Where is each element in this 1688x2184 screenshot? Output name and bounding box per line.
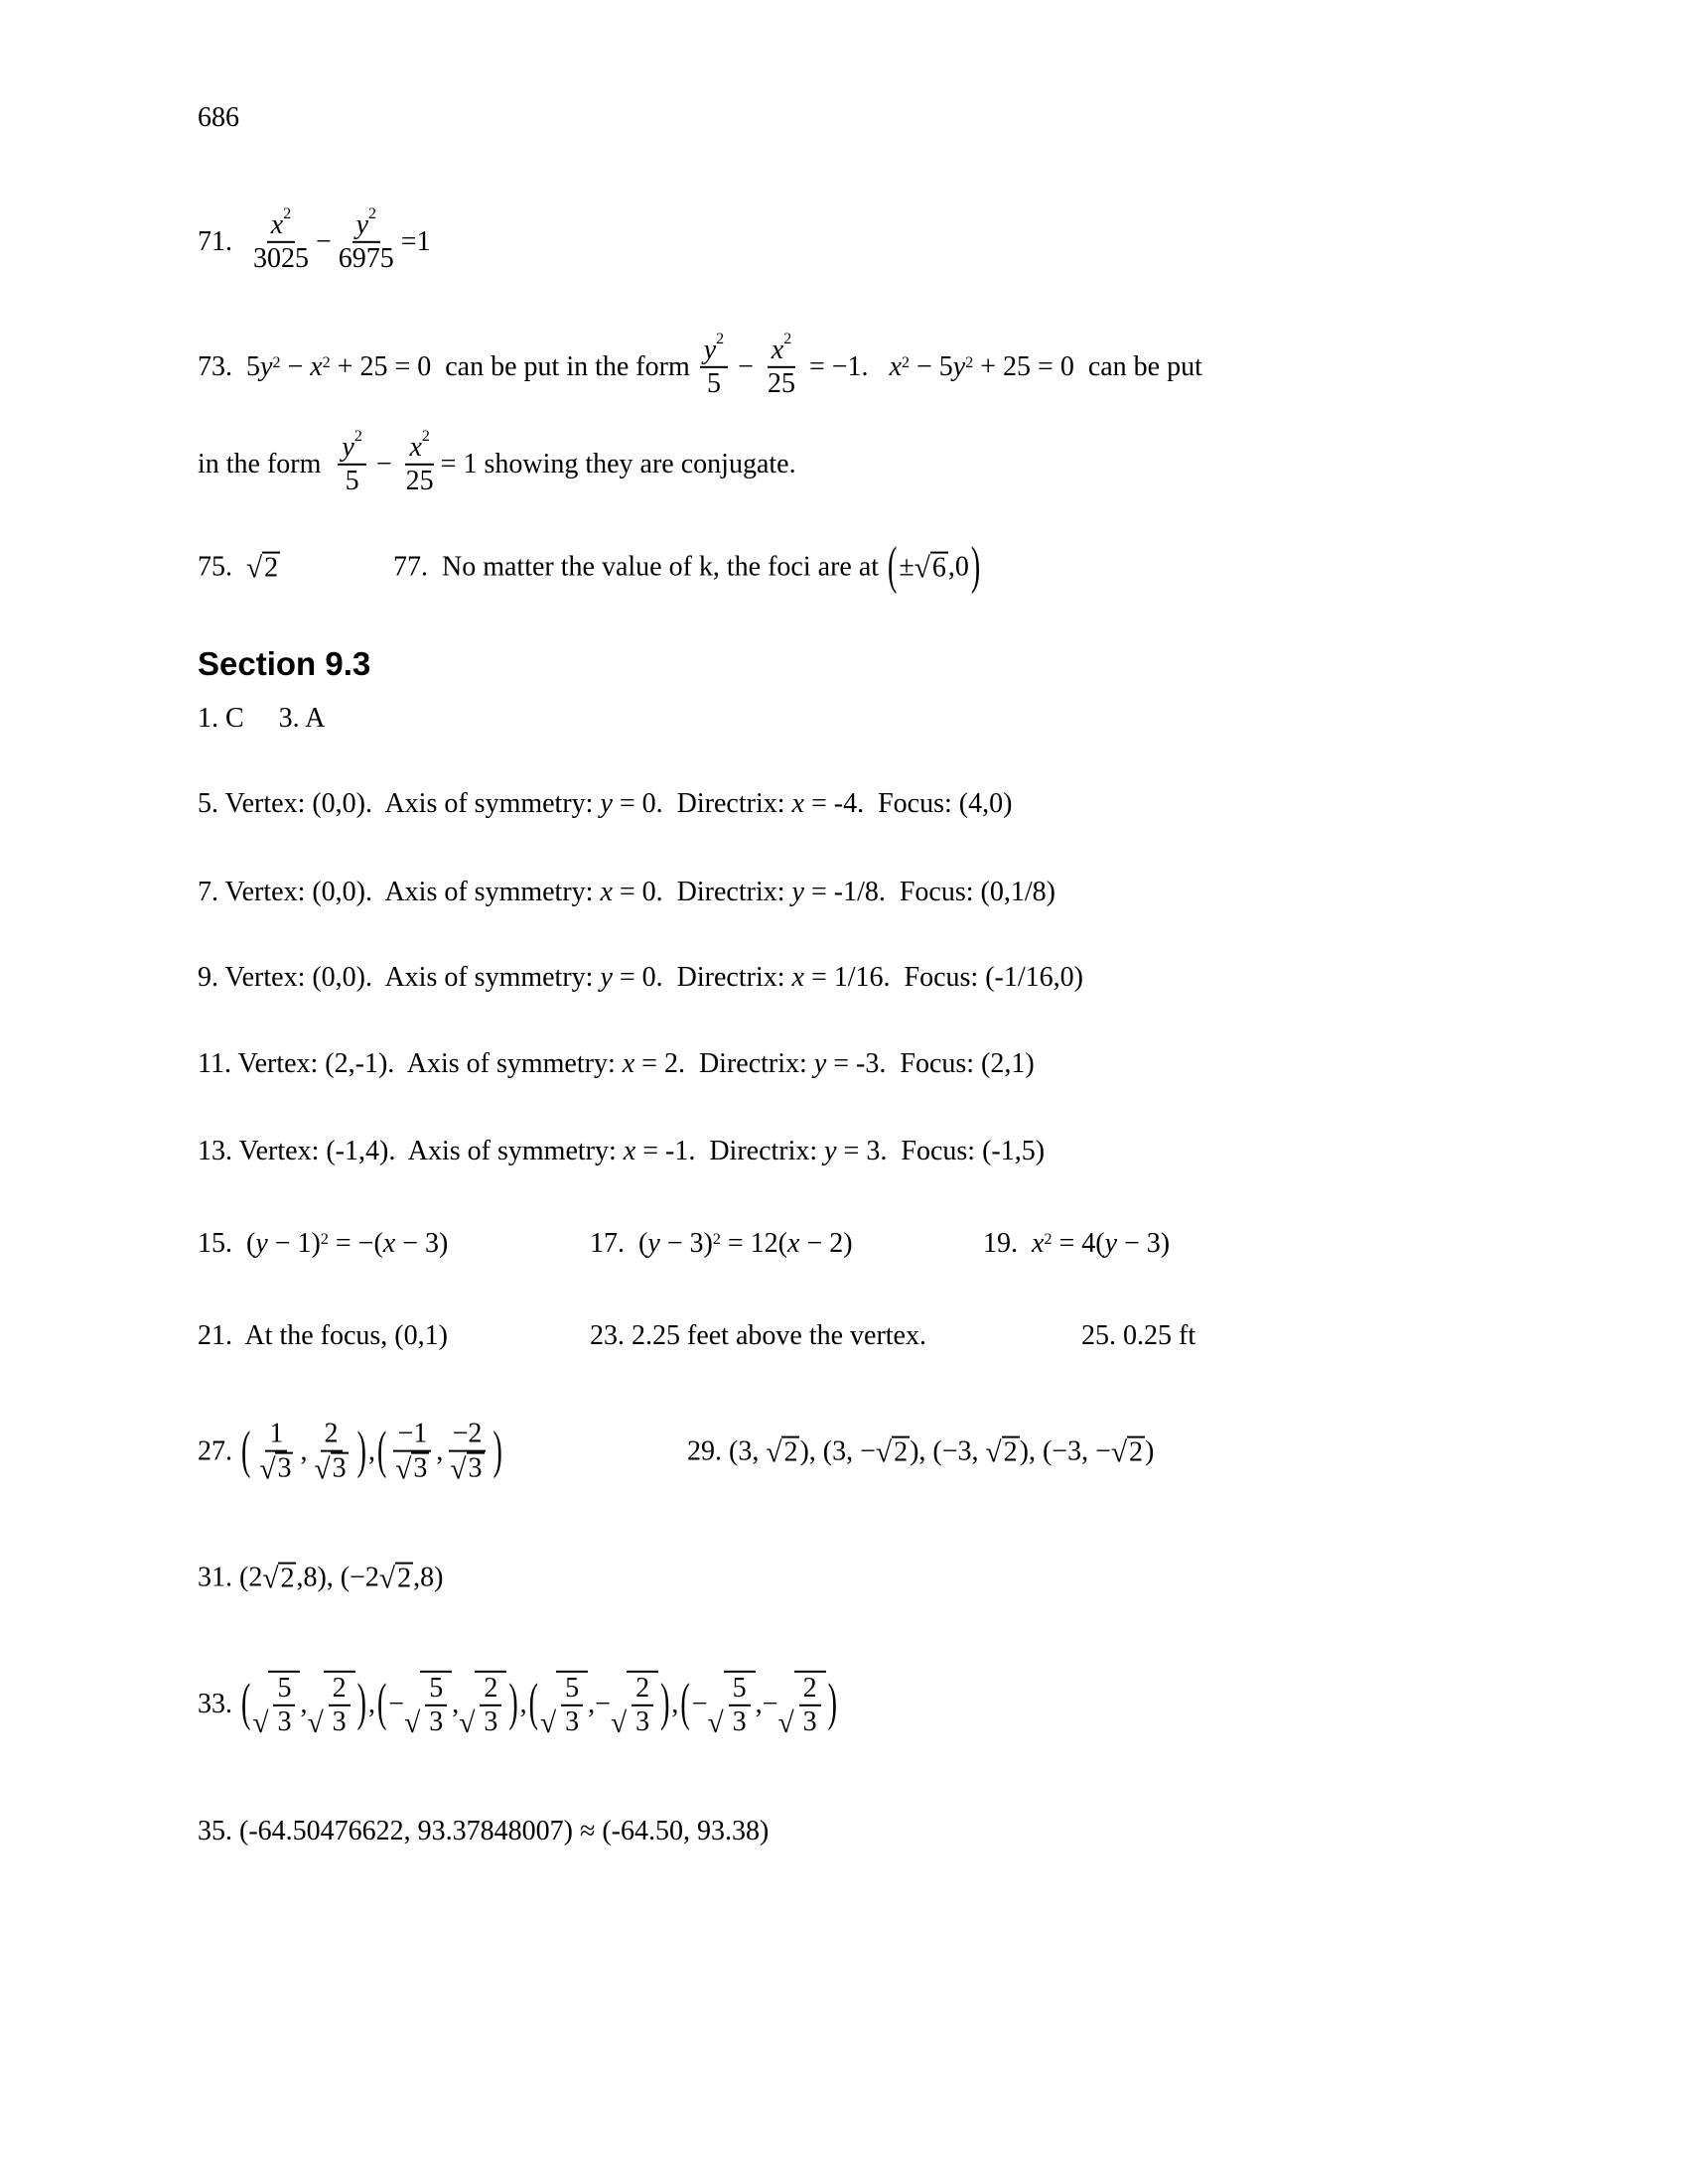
math-exponent: 2 bbox=[421, 427, 430, 445]
fraction bbox=[480, 1673, 501, 1738]
math-parenthesis: ( bbox=[376, 1422, 387, 1481]
math-text: 2 bbox=[324, 1418, 339, 1449]
answer-11 bbox=[198, 1048, 1035, 1080]
math-text: , bbox=[300, 1435, 308, 1467]
answer-73 bbox=[198, 330, 1202, 400]
math-text: 29. (3, bbox=[687, 1435, 767, 1467]
denominator bbox=[342, 466, 363, 497]
math-variable: y bbox=[647, 1228, 660, 1259]
answer-75 bbox=[198, 552, 280, 585]
math-text: 2 bbox=[484, 1672, 498, 1704]
math-text: − bbox=[368, 449, 399, 479]
math-variable: y bbox=[791, 877, 804, 907]
numerator bbox=[632, 1673, 653, 1706]
math-text: 25 bbox=[767, 368, 795, 399]
radicand bbox=[724, 1671, 756, 1738]
math-variable: y bbox=[600, 788, 613, 819]
fraction bbox=[402, 427, 438, 497]
math-text: in the form bbox=[198, 449, 336, 479]
numerator bbox=[352, 205, 380, 243]
radical-sign-icon: √ bbox=[707, 1706, 724, 1739]
math-text: 2 bbox=[802, 1672, 817, 1704]
math-text: 3 bbox=[802, 1706, 817, 1737]
math-variable: y bbox=[600, 962, 613, 993]
square-root bbox=[252, 1671, 300, 1738]
math-text: 5 bbox=[429, 1672, 444, 1704]
radical-sign-icon: √ bbox=[378, 1563, 396, 1595]
math-text: , bbox=[436, 1435, 444, 1467]
denominator bbox=[446, 1452, 488, 1487]
radicand bbox=[331, 1452, 349, 1485]
math-text: = -1. Directrix: bbox=[635, 1136, 825, 1166]
math-text: 3 bbox=[332, 1706, 347, 1737]
math-text: 27. bbox=[198, 1435, 239, 1467]
fraction bbox=[249, 205, 313, 275]
denominator bbox=[329, 1706, 351, 1738]
math-text: = -1/8. Focus: (0,1/8) bbox=[803, 877, 1055, 907]
math-text: 5 bbox=[706, 368, 721, 399]
math-exponent: 2 bbox=[902, 354, 910, 371]
math-parenthesis: ( bbox=[241, 1674, 251, 1733]
math-parenthesis: ( bbox=[680, 1674, 690, 1733]
math-text: = 0. Directrix: bbox=[612, 962, 792, 993]
math-variable: y bbox=[1104, 1228, 1117, 1259]
fraction bbox=[335, 205, 398, 275]
math-text: = −1. bbox=[801, 351, 890, 382]
radicand bbox=[324, 1671, 355, 1738]
math-text: 3 bbox=[429, 1706, 444, 1737]
math-text: ), (−3, bbox=[910, 1435, 986, 1467]
denominator bbox=[391, 1452, 433, 1487]
math-text: = 4( bbox=[1052, 1228, 1105, 1259]
math-parenthesis: ) bbox=[492, 1422, 502, 1481]
math-text: − 5 bbox=[910, 351, 953, 382]
radicand bbox=[556, 1671, 588, 1738]
square-root bbox=[262, 1563, 296, 1595]
math-text: = 3. Focus: (-1,5) bbox=[836, 1136, 1046, 1166]
math-variable: y bbox=[703, 334, 717, 365]
answer-25 bbox=[1081, 1320, 1196, 1352]
fraction bbox=[446, 1419, 488, 1487]
math-text: 2 bbox=[783, 1436, 798, 1468]
radical-sign-icon: √ bbox=[450, 1453, 467, 1486]
numerator bbox=[449, 1419, 487, 1452]
math-variable: y bbox=[355, 208, 369, 240]
fraction bbox=[561, 1673, 583, 1738]
denominator bbox=[561, 1706, 583, 1738]
answer-17 bbox=[590, 1228, 853, 1260]
math-text: 75. bbox=[198, 551, 246, 583]
radical-sign-icon: √ bbox=[252, 1706, 269, 1739]
radical-sign-icon: √ bbox=[246, 552, 263, 585]
radical-sign-icon: √ bbox=[875, 1436, 893, 1469]
radicand bbox=[395, 1563, 413, 1595]
math-text: 2 bbox=[1003, 1436, 1018, 1468]
math-text: 1 bbox=[269, 1418, 284, 1449]
numerator bbox=[405, 427, 433, 466]
square-root bbox=[611, 1671, 658, 1738]
math-parenthesis: ( bbox=[528, 1674, 538, 1733]
math-text: 6975 bbox=[338, 243, 394, 274]
math-text: 3 bbox=[635, 1706, 650, 1737]
radicand bbox=[892, 1436, 910, 1469]
math-parenthesis: ( bbox=[376, 1674, 387, 1733]
math-parenthesis: ) bbox=[508, 1674, 518, 1733]
math-text: −1 bbox=[397, 1418, 428, 1449]
math-variable: y bbox=[260, 351, 273, 382]
math-text: − bbox=[731, 351, 761, 382]
math-text: + 25 = 0 can be put in the form bbox=[330, 351, 697, 382]
radicand bbox=[467, 1452, 485, 1485]
radicand bbox=[930, 552, 948, 585]
numerator bbox=[329, 1673, 351, 1706]
math-text: ,0 bbox=[947, 551, 969, 583]
math-text: 2 bbox=[1129, 1436, 1144, 1468]
section-heading: Section 9.3 bbox=[198, 645, 371, 682]
math-text: =1 bbox=[400, 226, 431, 257]
math-parenthesis: ) bbox=[827, 1674, 837, 1733]
math-text: − 3) bbox=[1117, 1228, 1171, 1259]
numerator bbox=[729, 1673, 751, 1706]
math-exponent: 2 bbox=[783, 330, 792, 347]
square-root bbox=[540, 1671, 588, 1738]
fraction bbox=[255, 1419, 297, 1487]
radical-sign-icon: √ bbox=[777, 1706, 794, 1739]
math-variable: x bbox=[787, 1228, 800, 1259]
math-parenthesis: ( bbox=[241, 1422, 251, 1481]
fraction bbox=[310, 1419, 352, 1487]
radical-sign-icon: √ bbox=[914, 552, 930, 585]
math-text: ), (−3, − bbox=[1019, 1435, 1111, 1467]
math-exponent: 2 bbox=[272, 354, 281, 371]
math-text: ), (3, − bbox=[799, 1435, 876, 1467]
math-variable: x bbox=[623, 1136, 636, 1166]
math-text: 2 bbox=[635, 1672, 650, 1704]
math-text: 3 bbox=[468, 1452, 483, 1484]
square-root bbox=[404, 1671, 452, 1738]
radicand bbox=[278, 1563, 296, 1595]
denominator bbox=[402, 466, 438, 497]
square-root bbox=[766, 1436, 799, 1469]
radical-sign-icon: √ bbox=[540, 1706, 557, 1739]
denominator bbox=[273, 1706, 295, 1738]
denominator bbox=[480, 1706, 501, 1738]
math-text: = -4. Focus: (4,0) bbox=[803, 788, 1013, 819]
math-text: + 25 = 0 can be put bbox=[973, 351, 1202, 382]
answer-29 bbox=[687, 1436, 1154, 1469]
math-text: , bbox=[452, 1689, 460, 1719]
math-text: , bbox=[671, 1689, 679, 1719]
math-text: 5 bbox=[345, 466, 359, 496]
math-text: 25 bbox=[405, 466, 434, 496]
math-text: − 2) bbox=[799, 1228, 853, 1259]
math-text: 2 bbox=[264, 552, 279, 584]
square-root bbox=[450, 1452, 484, 1485]
numerator bbox=[799, 1673, 821, 1706]
math-text: 2 bbox=[280, 1563, 295, 1594]
numerator bbox=[267, 205, 295, 243]
math-parenthesis: ) bbox=[356, 1422, 366, 1481]
radical-sign-icon: √ bbox=[766, 1436, 782, 1469]
math-variable: x bbox=[889, 351, 902, 382]
square-root bbox=[914, 552, 948, 585]
radicand bbox=[268, 1671, 300, 1738]
math-text: 13. Vertex: (-1,4). Axis of symmetry: bbox=[198, 1136, 624, 1166]
math-variable: x bbox=[382, 1228, 396, 1259]
answer-35 bbox=[198, 1816, 769, 1847]
math-text: 19. bbox=[983, 1228, 1032, 1259]
math-text: 3 bbox=[413, 1452, 428, 1484]
answer-9 bbox=[198, 962, 1083, 994]
math-text: 5 bbox=[565, 1672, 580, 1704]
math-exponent: 2 bbox=[1044, 1231, 1053, 1248]
math-variable: y bbox=[952, 351, 966, 382]
answer-23 bbox=[590, 1320, 926, 1352]
math-text: , bbox=[367, 1435, 375, 1467]
fraction bbox=[425, 1673, 447, 1738]
math-text: 31. (2 bbox=[198, 1562, 263, 1593]
math-text: 73. 5 bbox=[198, 351, 260, 382]
math-text: , bbox=[300, 1689, 308, 1719]
math-text: 11. Vertex: (2,-1). Axis of symmetry: bbox=[198, 1048, 623, 1079]
math-variable: x bbox=[791, 788, 804, 819]
square-root bbox=[708, 1671, 756, 1738]
math-parenthesis: ) bbox=[970, 537, 981, 597]
math-text: , bbox=[519, 1689, 527, 1719]
math-text: 2 bbox=[332, 1672, 347, 1704]
answer-15 bbox=[198, 1228, 448, 1260]
math-text: 15. ( bbox=[198, 1228, 256, 1259]
math-text: 23. 2.25 feet above the vertex. bbox=[590, 1320, 926, 1351]
numerator bbox=[321, 1419, 343, 1452]
math-text: 71. bbox=[198, 226, 246, 257]
fraction bbox=[632, 1673, 653, 1738]
math-text: − 3) bbox=[395, 1228, 449, 1259]
math-text: −2 bbox=[452, 1418, 483, 1449]
math-exponent: 2 bbox=[320, 1231, 329, 1248]
math-text: = 12( bbox=[720, 1228, 788, 1259]
radical-sign-icon: √ bbox=[262, 1563, 279, 1595]
radical-sign-icon: √ bbox=[259, 1453, 276, 1486]
math-exponent: 2 bbox=[712, 1231, 721, 1248]
math-variable: y bbox=[824, 1136, 837, 1166]
fraction bbox=[329, 1673, 351, 1738]
math-text: 3 bbox=[484, 1706, 498, 1737]
numerator bbox=[768, 330, 795, 368]
math-text: 21. At the focus, (0,1) bbox=[198, 1320, 448, 1351]
math-text: = -3. Focus: (2,1) bbox=[826, 1048, 1035, 1079]
radicand bbox=[627, 1671, 658, 1738]
radical-sign-icon: √ bbox=[610, 1706, 628, 1739]
math-text: − bbox=[316, 226, 332, 257]
radical-sign-icon: √ bbox=[1110, 1436, 1128, 1469]
denominator bbox=[335, 243, 398, 275]
math-text: − bbox=[280, 351, 311, 382]
math-variable: y bbox=[342, 431, 354, 463]
math-text: 3 bbox=[332, 1452, 347, 1484]
math-text: 5 bbox=[277, 1672, 292, 1704]
math-text: = 1/16. Focus: (-1/16,0) bbox=[803, 962, 1083, 993]
radicand bbox=[275, 1452, 293, 1485]
math-exponent: 2 bbox=[322, 354, 331, 371]
denominator bbox=[425, 1706, 447, 1738]
numerator bbox=[561, 1673, 583, 1706]
radicand bbox=[475, 1671, 506, 1738]
radical-sign-icon: √ bbox=[395, 1453, 412, 1486]
fraction bbox=[729, 1673, 751, 1738]
answer-27 bbox=[198, 1419, 504, 1487]
math-exponent: 2 bbox=[283, 205, 292, 222]
denominator bbox=[310, 1452, 352, 1487]
answers-1-3 bbox=[198, 703, 325, 735]
page-number: 686 bbox=[198, 102, 239, 133]
answer-13 bbox=[198, 1136, 1045, 1167]
math-text: 3 bbox=[277, 1452, 292, 1484]
math-text: = 2. Directrix: bbox=[634, 1048, 814, 1079]
math-text: 1. C 3. A bbox=[198, 703, 326, 734]
math-text: − bbox=[691, 1689, 708, 1719]
answer-7 bbox=[198, 877, 1055, 908]
math-text: = 0. Directrix: bbox=[612, 788, 792, 819]
math-text: 3 bbox=[565, 1706, 580, 1737]
radical-sign-icon: √ bbox=[307, 1706, 324, 1739]
numerator bbox=[393, 1419, 431, 1452]
math-variable: y bbox=[813, 1048, 827, 1079]
radicand bbox=[420, 1671, 452, 1738]
answer-5 bbox=[198, 788, 1012, 820]
math-parenthesis: ( bbox=[888, 537, 898, 597]
radical-sign-icon: √ bbox=[459, 1706, 476, 1739]
denominator bbox=[799, 1706, 821, 1738]
radicand bbox=[794, 1671, 826, 1738]
math-text: 35. (-64.50476622, 93.37848007) ≈ (-64.50, 93.38) bbox=[198, 1816, 770, 1846]
denominator bbox=[729, 1706, 751, 1738]
radical-sign-icon: √ bbox=[404, 1706, 421, 1739]
math-text: ,8), (−2 bbox=[296, 1562, 379, 1593]
denominator bbox=[703, 368, 725, 400]
square-root bbox=[876, 1436, 910, 1469]
math-text: 7. Vertex: (0,0). Axis of symmetry: bbox=[198, 877, 601, 907]
math-variable: x bbox=[1032, 1228, 1045, 1259]
answer-73-continued bbox=[198, 427, 796, 497]
square-root bbox=[459, 1671, 506, 1738]
denominator bbox=[249, 243, 313, 275]
answer-33 bbox=[198, 1671, 839, 1738]
square-root bbox=[986, 1436, 1020, 1469]
answer-31 bbox=[198, 1563, 443, 1595]
math-text: 3025 bbox=[253, 243, 309, 274]
math-text: 5. Vertex: (0,0). Axis of symmetry: bbox=[198, 788, 601, 819]
math-variable: x bbox=[622, 1048, 635, 1079]
math-text: ,− bbox=[755, 1689, 778, 1719]
denominator bbox=[255, 1452, 297, 1487]
math-exponent: 2 bbox=[353, 427, 362, 445]
denominator bbox=[764, 368, 799, 400]
fraction bbox=[273, 1673, 295, 1738]
radical-sign-icon: √ bbox=[314, 1453, 331, 1486]
square-root bbox=[1111, 1436, 1145, 1469]
math-text: 2 bbox=[894, 1436, 909, 1468]
math-parenthesis: ) bbox=[356, 1674, 366, 1733]
square-root bbox=[777, 1671, 825, 1738]
math-text: = −( bbox=[328, 1228, 383, 1259]
math-text: 3 bbox=[277, 1706, 292, 1737]
math-exponent: 2 bbox=[368, 205, 377, 222]
math-text: = 1 showing they are conjugate. bbox=[440, 449, 796, 479]
fraction bbox=[391, 1419, 433, 1487]
radical-sign-icon: √ bbox=[985, 1436, 1002, 1469]
math-text: 5 bbox=[732, 1672, 747, 1704]
square-root bbox=[395, 1452, 429, 1485]
math-variable: x bbox=[771, 334, 784, 365]
math-text: ± bbox=[899, 551, 914, 583]
square-root bbox=[246, 552, 280, 585]
math-text: ,8) bbox=[413, 1562, 444, 1593]
math-text: ) bbox=[1145, 1435, 1155, 1467]
numerator bbox=[700, 330, 728, 368]
math-variable: y bbox=[255, 1228, 268, 1259]
math-text: = 0. Directrix: bbox=[612, 877, 792, 907]
math-text: 25. 0.25 ft bbox=[1081, 1320, 1196, 1351]
math-text: 9. Vertex: (0,0). Axis of symmetry: bbox=[198, 962, 601, 993]
math-variable: x bbox=[270, 208, 284, 240]
math-exponent: 2 bbox=[965, 354, 974, 371]
math-text: 33. bbox=[198, 1689, 239, 1719]
answer-21 bbox=[198, 1320, 448, 1352]
math-variable: x bbox=[791, 962, 804, 993]
math-exponent: 2 bbox=[716, 330, 725, 347]
answer-71 bbox=[198, 205, 431, 275]
square-root bbox=[314, 1452, 348, 1485]
square-root bbox=[379, 1563, 413, 1595]
radicand bbox=[1127, 1436, 1145, 1469]
radicand bbox=[411, 1452, 429, 1485]
math-text: ,− bbox=[588, 1689, 611, 1719]
math-variable: x bbox=[409, 431, 422, 463]
numerator bbox=[425, 1673, 447, 1706]
answer-77 bbox=[393, 537, 982, 597]
fraction bbox=[799, 1673, 821, 1738]
numerator bbox=[265, 1419, 287, 1452]
math-text: − 1) bbox=[267, 1228, 321, 1259]
math-variable: x bbox=[310, 351, 323, 382]
square-root bbox=[307, 1671, 354, 1738]
fraction bbox=[764, 330, 799, 400]
math-text: , bbox=[367, 1689, 375, 1719]
numerator bbox=[273, 1673, 295, 1706]
math-text: 3 bbox=[732, 1706, 747, 1737]
math-text: 17. ( bbox=[590, 1228, 648, 1259]
math-text: 6 bbox=[931, 552, 946, 584]
radicand bbox=[262, 552, 280, 585]
math-text: − 3) bbox=[659, 1228, 713, 1259]
fraction bbox=[700, 330, 728, 400]
answer-19 bbox=[983, 1228, 1170, 1260]
math-variable: x bbox=[600, 877, 613, 907]
math-text: − bbox=[388, 1689, 405, 1719]
numerator bbox=[480, 1673, 501, 1706]
radicand bbox=[781, 1436, 799, 1469]
fraction bbox=[338, 427, 365, 497]
numerator bbox=[338, 427, 365, 466]
math-parenthesis: ) bbox=[660, 1674, 670, 1733]
denominator bbox=[632, 1706, 653, 1738]
math-text: 2 bbox=[397, 1563, 412, 1594]
math-text: 77. No matter the value of k, the foci are at bbox=[393, 551, 887, 583]
square-root bbox=[259, 1452, 293, 1485]
radicand bbox=[1002, 1436, 1020, 1469]
